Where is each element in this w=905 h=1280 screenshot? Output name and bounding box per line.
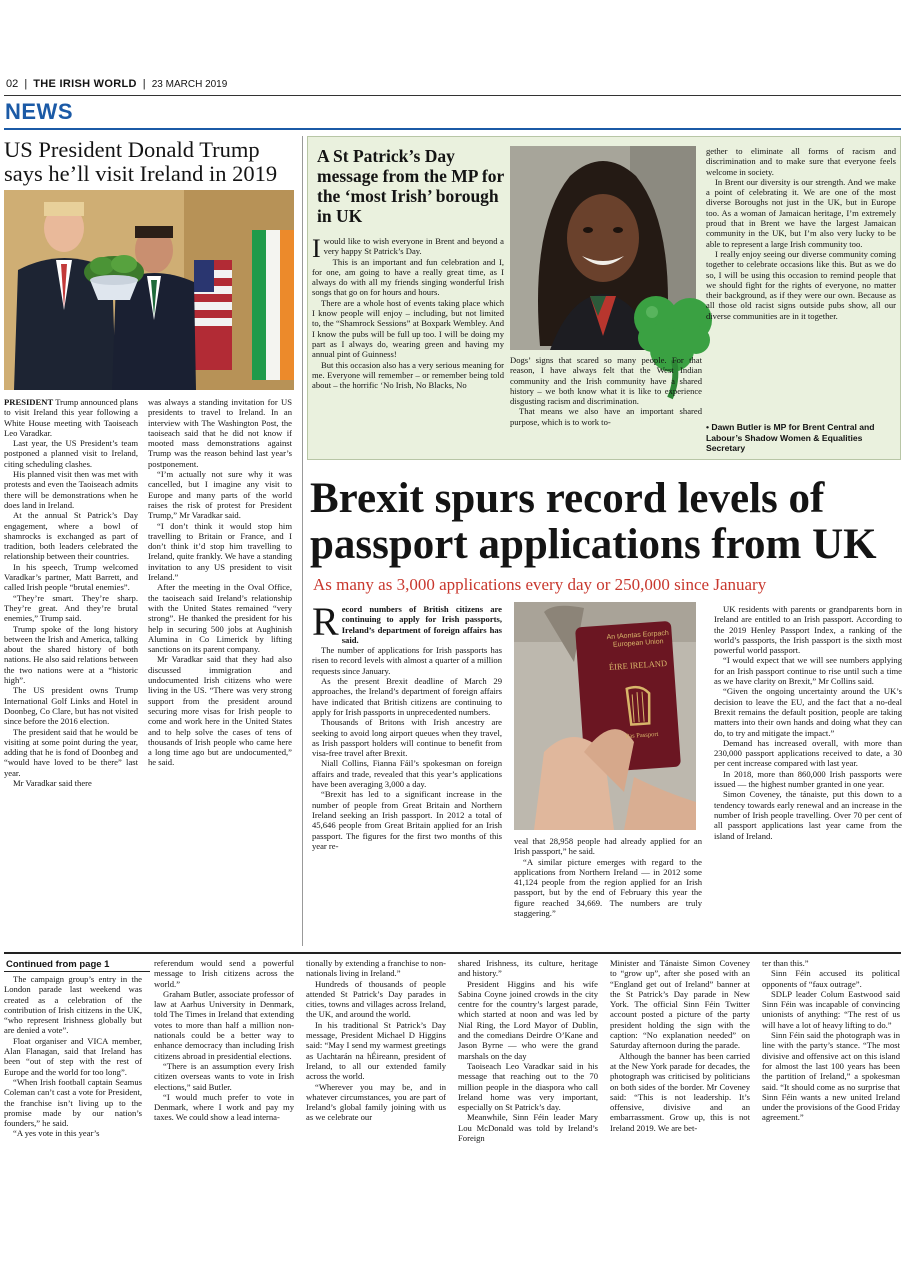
paragraph: Simon Coveney, the tánaiste, put this down to a tendency towards early renewal and an increase in the number of Irish people travelling. Over 70 per cent of all passport applications last year came from the island of Ireland. <box>714 789 902 841</box>
paragraph: Sinn Féin accused its political opponents of “faux outrage”. <box>762 968 900 989</box>
stpatrick-body-col-1 <box>312 236 504 458</box>
continued-col-1 <box>4 974 142 1214</box>
paragraph: Graham Butler, associate professor of law at Aarhus University in Denmark, told The Times in Ireland that extending votes to more than half a million non-nationals could be a better way to enhance democracy than including Irish citizens abroad in presidential elections. <box>154 988 294 1061</box>
section-rule <box>4 128 901 130</box>
brexit-body-col-3 <box>714 604 902 944</box>
paragraph-text: ecord numbers of British citizens are continuing to apply for Irish passports, Ireland’s department of foreign affairs has said. <box>341 604 502 645</box>
page-header: 02 | THE IRISH WORLD | 23 MARCH 2019 <box>6 78 228 90</box>
irish-passport-photo <box>514 602 696 830</box>
brexit-subhead: As many as 3,000 applications every day or 250,000 since January <box>313 575 767 594</box>
harp-icon <box>621 683 658 729</box>
paragraph: In Brent our diversity is our strength. And we make a point of celebrating it. We are one of the most diverse Boroughs not just in the UK, but in Europe too. As a woman of Jamaican heritage, I’m extremely proud that in Brent we have the largest Jamaican community in the UK, but I’m also very lucky to be able to represent a large Irish community too. <box>706 176 896 249</box>
continued-label: Continued from page 1 <box>4 958 150 972</box>
paragraph <box>312 604 502 645</box>
paragraph: Taoiseach Leo Varadkar said in his message that reaching out to the 70 million people in the diaspora who call Ireland home was very important, especially on St Patrick’s day. <box>458 1060 598 1113</box>
paragraph: SDLP leader Colum Eastwood said Sinn Féin was incapable of convincing unionists of anything: “The rest of us will have a lot of heavy lifting to do.” <box>762 988 900 1030</box>
paragraph: The number of applications for Irish passports has risen to record levels with almost a quarter of a million requests since January. <box>312 645 502 676</box>
paragraph: Dogs’ signs that scared so many people. For that reason, I have always felt that the West Indian community and the Irish community have a shared history – we both know what it is like to experience disgusting racism and discrimination. <box>510 355 702 407</box>
paragraph: Last year, the US President’s team postponed a planned visit to Ireland, citing scheduling clashes. <box>4 438 138 469</box>
passport-union-text: An tAontas Eorpach European Union <box>606 629 669 649</box>
page-number: 02 <box>6 78 19 90</box>
paragraph: I really enjoy seeing our diverse community coming together to celebrate occasions like this. But as we do so, I will be using this occasion to remind people that we should fight for the rights of everyone, no matter their background, as if they were our own. Because as all those old racist signs outside pubs show, all our diverse communities are in it together. <box>706 248 896 321</box>
stpatrick-headline: A St Patrick’s Day message from the MP for the ‘most Irish’ borough in UK <box>317 146 504 226</box>
paragraph: But this occasion also has a very serious meaning for me. Everyone will remember – or remember being told about – the horrific ‘No Irish, No Blacks, No <box>312 359 504 391</box>
continued-col-6 <box>762 958 900 1214</box>
paragraph: gether to eliminate all forms of racism and discrimination and to make sure that everyone feels welcome in society. <box>706 146 896 177</box>
paragraph: Mr Varadkar said there <box>13 777 92 788</box>
paragraph: shared Irishness, its culture, heritage and history.” <box>458 958 598 979</box>
paragraph: This is an important and fun celebration and I, for one, am going to have a really great time, as I always do with all my friends singing wonderful Irish songs that go on for hours and hours. <box>312 256 504 298</box>
brexit-body-col-1 <box>312 604 502 944</box>
publication-date: 23 MARCH 2019 <box>151 79 228 90</box>
column-divider <box>302 136 303 946</box>
passport-country-text: ÉIRE IRELAND <box>608 657 668 673</box>
paragraph: After the meeting in the Oval Office, the taoiseach said Ireland’s relationship with the United States remained “very strong”. He thanked the president for his help in securing 500 jobs at Aughinish Alumina in Co Limerick by lifting sanctions on its parent company. <box>148 582 292 655</box>
paragraph: The US president owns Trump International Golf Links and Hotel in Doonbeg, Co Clare, but has not visited since before the 2016 election. <box>4 685 138 727</box>
trump-body-col-1 <box>4 397 138 947</box>
paragraph: veal that 28,958 people had already applied for an Irish passport,” he said. <box>514 836 702 857</box>
trump-body-col-2 <box>148 397 292 947</box>
paragraph <box>312 236 504 263</box>
section-label: NEWS <box>5 99 73 124</box>
paragraph: “When Irish football captain Seamus Coleman can’t cast a vote for President, the franchise isn’t living up to the promise made by our nation’s founders,” he said. <box>4 1076 142 1129</box>
paragraph: Thousands of Britons with Irish ancestry are seeking to avoid long airport queues when they travel, as Irish passport holders will continue to benefit from visa-free travel after Brexit. <box>312 717 502 759</box>
paragraph: President Higgins and his wife Sabina Coyne joined crowds in the city centre for the country’s largest parade, which started at noon and was led by Nial Ring, the Lord Mayor of Dublin, and the comedians Deirdre O’Kane and Jason Byrne — who were the grand marshals on the day <box>458 978 598 1061</box>
paragraph: At the annual St Patrick’s Day engagement, where a bowl of shamrocks is exchanged as part of tradition, both leaders celebrated the relationship between their countries. <box>4 510 138 562</box>
paragraph: “I’m actually not sure why it was cancelled, but I imagine any visit to Europe and many parts of the world raises the risk of protest for President Trump,” Mr Varadkar said. <box>148 469 292 521</box>
continued-top-rule <box>4 952 901 954</box>
header-rule <box>4 95 901 96</box>
paragraph: UK residents with parents or grandparents born in Ireland are entitled to an Irish passport. According to the 2019 Henley Passport Index, a ranking of the world’s passports, the Irish passport is the sixth most powerful world passport. <box>714 604 902 656</box>
paragraph: There are a whole host of events taking place which I know people will enjoy – including, but not limited to, the “Shamrock Sessions” at Boxpark Wembley. And I know the pubs will be full up too. I will be doing my part as I always do, wearing green and having my annual pint of Guinness! <box>312 297 504 360</box>
brexit-body-col-2 <box>514 836 702 946</box>
paragraph: As the present Brexit deadline of March 29 approaches, the Ireland’s department of foreign affairs have indicated that British citizens are continuing to apply for Irish passports in unprecedented numbers. <box>312 676 502 717</box>
brexit-headline: Brexit spurs record levels of passport applications from UK <box>310 475 877 568</box>
paragraph: Meanwhile, Sinn Féin leader Mary Lou McDonald was told by Ireland’s Foreign <box>458 1112 598 1144</box>
paragraph: “Wherever you may be, and in whatever circumstances, you are part of Ireland’s global family joining with us as we celebrate our <box>306 1081 446 1123</box>
paragraph: The president said that he would be visiting at some point during the year, adding that he is fond of Doonbeg and “would have loved to be there” last year. <box>4 726 138 778</box>
paragraph: “I don’t think it would stop him travelling to Britain or France, and I don’t think it’d stop him travelling to Ireland, quite frankly. We have a standing invitation to any US president to visit Ireland.” <box>148 520 292 583</box>
paragraph: “A yes vote in this year’s <box>13 1128 100 1139</box>
paragraph: Mr Varadkar said that they had also discussed immigration and undocumented Irish citizens who were living in the US. “There was very strong support from the president around securing more visas for Irish people to come and work here in the United States and to help solve the cases of tens of thousands of Irish people who came here a long time ago but are undocumented,” he said. <box>148 654 292 768</box>
paragraph: PRESIDENT Trump announced plans to visit Ireland this year following a White House meeting with Taoiseach Leo Varadkar. <box>4 397 138 438</box>
publication-name: THE IRISH WORLD <box>33 78 137 90</box>
paragraph: Minister and Tánaiste Simon Coveney to “grow up”, after she posed with an “England get out of Ireland” banner at the St Patrick’s Day parade in New York. The official Sinn Féin Twitter account posted a picture of the party president holding the sign with the caption: “No explanation needed” on Saturday afternoon during the parade. <box>610 958 750 1051</box>
paragraph: “They’re smart. They’re sharp. They’re great. And they’re brutal enemies,” Trump said. <box>4 592 138 624</box>
paragraph: Demand has increased overall, with more than 230,000 passport applications received to date, a 30 per cent increase compared with last year. <box>714 737 902 769</box>
passport-label-text: Pas Passport <box>625 730 659 741</box>
trump-headline: US President Donald Trump says he’ll visit Ireland in 2019 <box>4 137 278 186</box>
paragraph: In 2018, more than 860,000 Irish passports were issued — the highest number granted in one year. <box>714 768 902 790</box>
paragraph: In his traditional St Patrick’s Day message, President Michael D Higgins said: “May I send my warmest greetings as Uachtarán na hÉireann, president of Ireland, to all our extended family across the world. <box>306 1019 446 1082</box>
paragraph: Trump spoke of the long history between the Irish and America, talking about the shared history of both nations. He also said relations between the two nations were at a “historic high”. <box>4 623 138 686</box>
paragraph: referendum would send a powerful message to Irish citizens across the world.” <box>154 958 294 989</box>
paragraph: ter than this.” <box>762 958 809 968</box>
paragraph: That means we also have an important shared purpose, which is to work to- <box>510 406 702 427</box>
paragraph: tionally by extending a franchise to non-nationals living in Ireland.” <box>306 958 446 979</box>
paragraph: Float organiser and VICA member, Alan Flanagan, said that Ireland has been “out of step with the rest of Europe and the world for too long”. <box>4 1035 142 1077</box>
stpatrick-byline: • Dawn Butler is MP for Brent Central and Labour’s Shadow Women & Equalities Secretary <box>706 422 875 453</box>
stpatrick-body-col-3 <box>706 146 896 414</box>
paragraph: was always a standing invitation for US presidents to travel to Ireland. In an interview with The Washington Post, the taoiseach said that he did not know if mooted mass demonstrations against Trump was the reason behind last year’s postponement. <box>148 397 292 469</box>
paragraph: “Brexit has led to a significant increase in the number of people from Great Britain and Northern Ireland seeking an Irish passport. In 2012 a total of 45,646 people from Great Britain applied for an Irish passport. The figures for the first two months of this year re- <box>312 789 502 851</box>
paragraph: His planned visit then was met with protests and even the Taoiseach admits there will be demonstrations when he does land in Ireland. <box>4 469 138 510</box>
paragraph: The campaign group’s entry in the London parade last weekend was created as a celebration of the contribution of Irish citizens in the UK, “who represent Irishness globally but are denied a vote”. <box>4 974 142 1036</box>
continued-col-3 <box>306 958 446 1214</box>
paragraph-text: would like to wish everyone in Brent and beyond a very happy St Patrick’s Day. <box>323 236 504 257</box>
stpatrick-body-col-2 <box>510 355 702 459</box>
paragraph: “There is an assumption every Irish citizen overseas wants to vote in Irish elections,” said Butler. <box>154 1060 294 1092</box>
paragraph: In his speech, Trump welcomed Varadkar’s partner, Matt Barrett, and called Irish people “brutal enemies”. <box>4 561 138 593</box>
paragraph: Hundreds of thousands of people attended St Patrick’s Day parades in cities, towns and villages across Ireland, the UK, and around the world. <box>306 978 446 1020</box>
continued-col-5 <box>610 958 750 1214</box>
paragraph: Although the banner has been carried at the New York parade for decades, the photograph was criticised by politicians on both sides of the border. Mr Coveney said: “This is not leadership. It’s offensive, divisive and an embarrassment. Grow up, this is not Ireland 2019. We are bet- <box>610 1050 750 1133</box>
paragraph: Sinn Féin said the photograph was in line with the party’s stance. “The most divisive and offensive act on this island for almost the last 100 years has been the partition of Ireland,” a spokesman said. “It should come as no surprise that Sinn Féin wants a new united Ireland under the provisions of the Good Friday agreement.” <box>762 1030 900 1123</box>
drop-cap: R <box>312 604 339 644</box>
trump-varadkar-photo <box>4 190 294 390</box>
continued-col-4 <box>458 958 598 1214</box>
paragraph: “I would expect that we will see numbers applying for an Irish passport continue to rise until such a time as we have clarity on Brexit,” Mr Collins said. <box>714 655 902 687</box>
continued-col-2 <box>154 958 294 1214</box>
paragraph: Niall Collins, Fianna Fáil’s spokesman on foreign affairs and trade, revealed that this year’s applications have been averaging 3,000 a day. <box>312 758 502 790</box>
drop-cap: I <box>312 236 321 263</box>
paragraph-text: Trump announced plans to visit Ireland this year following a White House meeting with Taoiseach Leo Varadkar. <box>4 397 138 438</box>
paragraph: “I would much prefer to vote in Denmark, where I work and pay my taxes. We could show a lead interna- <box>154 1091 294 1123</box>
paragraph: “Given the ongoing uncertainty around the UK’s decision to leave the EU, and the fact that a no-deal Brexit remains the default position, people are taking matters into their own hands and doing what they can do, to try and mitigate the impact.” <box>714 686 902 738</box>
paragraph: “A similar picture emerges with regard to the applications from Northern Ireland — in 2012 some 41,124 people from the region applied for an Irish passport, but by the end of February this year the figure reached 34,669. The numbers are truly staggering.” <box>514 856 702 919</box>
